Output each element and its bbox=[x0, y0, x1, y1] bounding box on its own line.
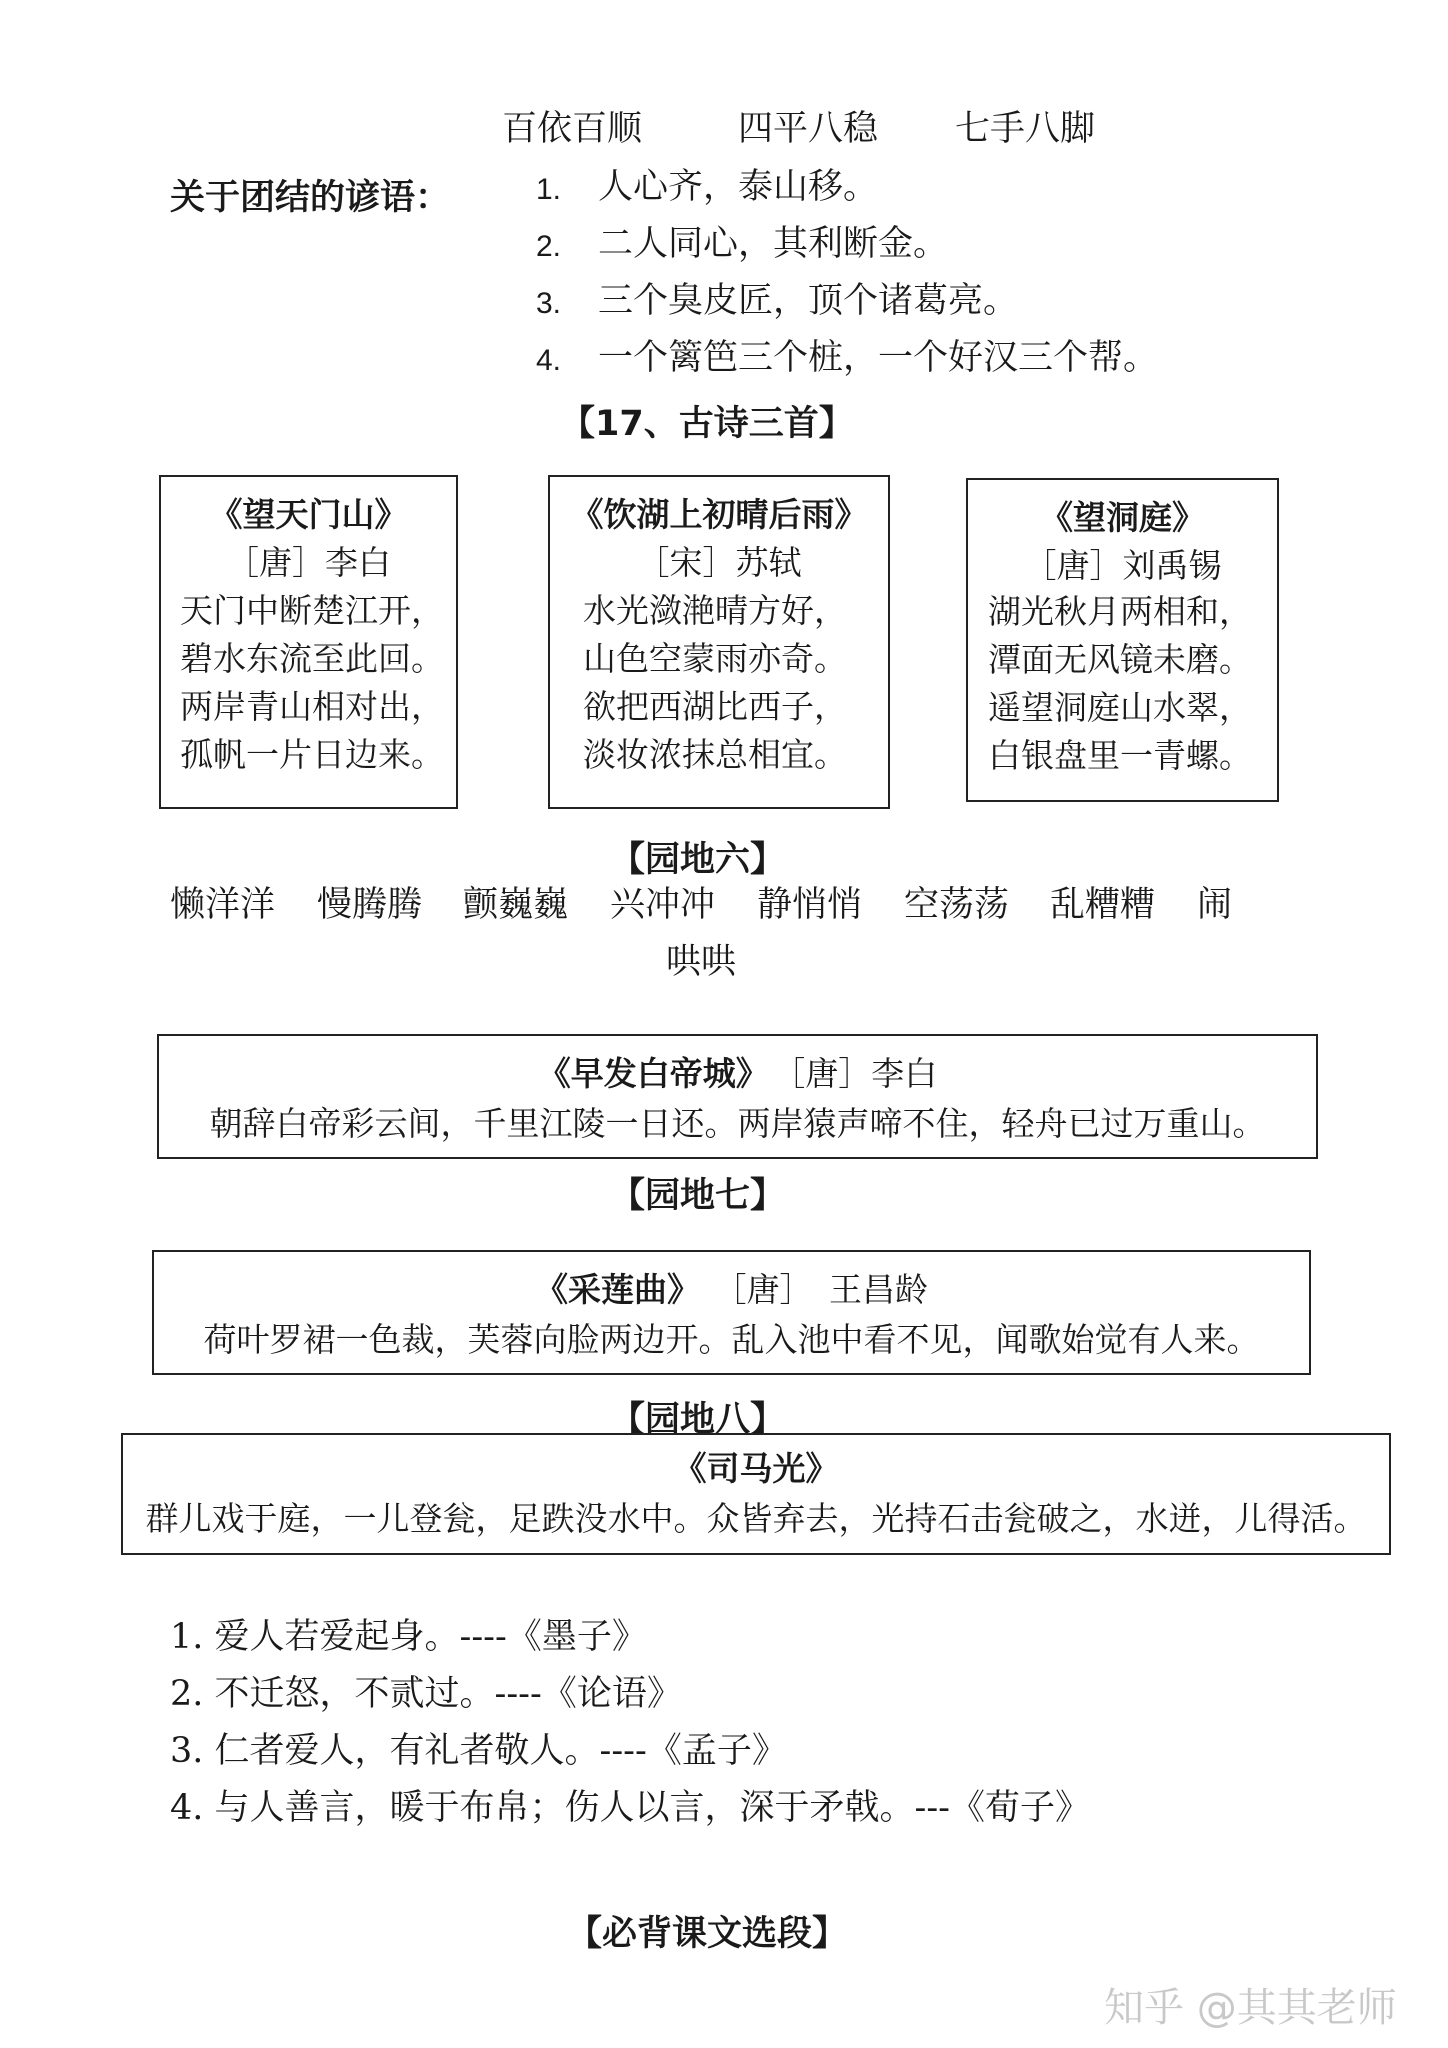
poem-author: ［唐］李白 bbox=[788, 1054, 938, 1093]
unity-label: 关于团结的谚语： bbox=[170, 178, 451, 218]
poem-line: 碧水东流至此回。 bbox=[180, 639, 444, 678]
poem-text: 群儿戏于庭，一儿登瓮，足跌没水中。众皆弃去，光持石击瓮破之，水迸，儿得活。 bbox=[145, 1499, 1367, 1538]
poem-author: ［唐］李白 bbox=[226, 543, 391, 582]
poem-title: 《司马光》 bbox=[673, 1449, 839, 1488]
poem-title: 《早发白帝城》 bbox=[537, 1054, 769, 1093]
idiom-1: 百依百顺 bbox=[502, 109, 643, 149]
poem-line: 遥望洞庭山水翠， bbox=[988, 688, 1252, 727]
unity-num-1: 1. bbox=[536, 173, 562, 206]
idiom-3: 七手八脚 bbox=[955, 109, 1096, 149]
poem-heading bbox=[154, 1266, 1309, 1314]
garden6-word: 懒洋洋 bbox=[170, 885, 276, 925]
garden8-title: 【园地八】 bbox=[610, 1400, 786, 1440]
unity-num-4: 4. bbox=[536, 344, 562, 377]
garden6-word: 兴冲冲 bbox=[610, 885, 716, 925]
garden6-word: 慢腾腾 bbox=[317, 885, 423, 925]
garden6-word: 静悄悄 bbox=[757, 885, 863, 925]
poem-line: 水光潋滟晴方好， bbox=[583, 591, 847, 630]
unity-item-2: 二人同心，其利断金。 bbox=[598, 224, 949, 264]
poem-box-zaofabaidicheng bbox=[157, 1034, 1318, 1159]
unity-item-1: 人心齐，泰山移。 bbox=[598, 167, 879, 207]
poem-title: 《饮湖上初晴后雨》 bbox=[570, 495, 868, 534]
poem-line: 天门中断楚江开， bbox=[180, 591, 444, 630]
poem-box-simaguang bbox=[121, 1433, 1391, 1555]
unity-item-3: 三个臭皮匠，顶个诸葛亮。 bbox=[598, 281, 1019, 321]
poem-text: 荷叶罗裙一色裁，芙蓉向脸两边开。乱入池中看不见，闻歌始觉有人来。 bbox=[203, 1320, 1260, 1359]
poem-line: 欲把西湖比西子， bbox=[583, 687, 847, 726]
garden6-word: 颤巍巍 bbox=[463, 885, 569, 925]
garden6-title: 【园地六】 bbox=[610, 840, 786, 880]
poem-line: 湖光秋月两相和， bbox=[988, 592, 1252, 631]
garden6-word-wrap: 哄哄 bbox=[666, 942, 737, 982]
idiom-2: 四平八稳 bbox=[738, 109, 879, 149]
watermark-text: 知乎 @其其老师 bbox=[1104, 1985, 1397, 2031]
quote-item: 1. 爱人若爱起身。----《墨子》 bbox=[170, 1617, 647, 1657]
poem-line: 两岸青山相对出， bbox=[180, 687, 444, 726]
garden6-word: 乱糟糟 bbox=[1050, 885, 1156, 925]
poem-title: 《望天门山》 bbox=[209, 495, 408, 534]
poem-box-yinhushang bbox=[548, 475, 890, 809]
poem-line: 山色空蒙雨亦奇。 bbox=[583, 639, 847, 678]
section-17-title: 【17、古诗三首】 bbox=[560, 404, 854, 444]
poem-heading bbox=[159, 1050, 1316, 1098]
unity-item-4: 一个篱笆三个桩，一个好汉三个帮。 bbox=[598, 338, 1159, 378]
unity-num-2: 2. bbox=[536, 230, 562, 263]
poem-text: 朝辞白帝彩云间，千里江陵一日还。两岸猿声啼不住，轻舟已过万重山。 bbox=[209, 1104, 1266, 1143]
poem-author: ［唐］ 王昌龄 bbox=[730, 1270, 928, 1309]
poem-line: 淡妆浓抹总相宜。 bbox=[583, 735, 847, 774]
garden6-word: 空荡荡 bbox=[904, 885, 1010, 925]
poem-box-cailianqu bbox=[152, 1250, 1311, 1375]
poem-line: 孤帆一片日边来。 bbox=[180, 735, 444, 774]
poem-author: ［宋］苏轼 bbox=[636, 543, 802, 582]
poem-title: 《采莲曲》 bbox=[535, 1270, 700, 1309]
unity-num-3: 3. bbox=[536, 287, 562, 320]
poem-box-wangtianmenshan bbox=[159, 475, 458, 809]
recite-title: 【必背课文选段】 bbox=[567, 1914, 848, 1954]
poem-line: 潭面无风镜未磨。 bbox=[988, 640, 1252, 679]
poem-line: 白银盘里一青螺。 bbox=[988, 736, 1252, 775]
quote-item: 2. 不迁怒，不贰过。----《论语》 bbox=[170, 1674, 682, 1714]
quote-item: 4. 与人善言，暖于布帛；伤人以言，深于矛戟。---《荀子》 bbox=[170, 1788, 1090, 1828]
poem-author: ［唐］刘禹锡 bbox=[1023, 546, 1222, 585]
garden6-word: 闹 bbox=[1197, 885, 1233, 925]
garden7-title: 【园地七】 bbox=[610, 1176, 786, 1216]
poem-title: 《望洞庭》 bbox=[1040, 498, 1205, 537]
poem-box-wangdongting bbox=[966, 478, 1279, 802]
quote-item: 3. 仁者爱人，有礼者敬人。----《孟子》 bbox=[170, 1731, 787, 1771]
